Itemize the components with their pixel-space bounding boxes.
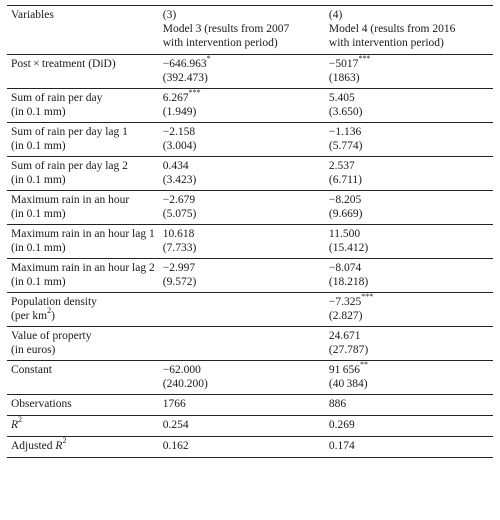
table-row <box>7 416 493 437</box>
variable-unit: (in 0.1 mm) <box>11 208 66 220</box>
model-3-value: 0.254 <box>162 419 189 431</box>
model-3-std-error: (3.423) <box>162 174 197 186</box>
model-3-cell <box>159 225 325 259</box>
header-model-3 <box>159 6 325 55</box>
variable-name: Post × treatment (DiD) <box>11 58 116 70</box>
model-4-std-error: (40 384) <box>328 378 368 390</box>
model-3-cell <box>159 416 325 437</box>
model-4-cell <box>325 89 493 123</box>
model-4-cell <box>325 293 493 327</box>
variable-unit: (in 0.1 mm) <box>11 276 66 288</box>
model-4-coefficient: 24.671 <box>328 330 361 342</box>
model-4-coefficient: 11.500 <box>328 228 361 240</box>
model-4-std-error: (18.218) <box>328 276 369 288</box>
header-variables-label: Variables <box>11 9 54 21</box>
model-4-std-error: (15.412) <box>328 242 369 254</box>
variable-unit: (in 0.1 mm) <box>11 174 66 186</box>
significance-stars: * <box>206 54 211 64</box>
variable-unit: (in 0.1 mm) <box>11 242 66 254</box>
table-row <box>7 191 493 225</box>
significance-stars: *** <box>361 292 374 302</box>
variable-name: Constant <box>11 364 52 376</box>
model-3-cell <box>159 259 325 293</box>
variable-name: Sum of rain per day lag 2 <box>11 160 128 172</box>
model-4-std-error: (2.827) <box>328 310 363 322</box>
header-model-4 <box>325 6 493 55</box>
regression-table-container <box>7 5 493 458</box>
model-3-cell <box>159 55 325 89</box>
model-4-cell <box>325 416 493 437</box>
header-model-4-subtitle: with intervention period) <box>328 37 444 49</box>
variable-cell <box>7 293 159 327</box>
table-row <box>7 55 493 89</box>
model-4-std-error: (9.669) <box>328 208 363 220</box>
model-3-cell <box>159 123 325 157</box>
header-model-4-title: Model 4 (results from 2016 <box>328 23 456 35</box>
model-4-coefficient: −7.325*** <box>328 292 374 308</box>
table-row <box>7 395 493 416</box>
model-4-value: 886 <box>328 398 347 410</box>
variable-name: $R^2$ <box>11 415 23 431</box>
variable-name: Maximum rain in an hour <box>11 194 130 206</box>
model-3-std-error: (3.004) <box>162 140 197 152</box>
model-3-coefficient: 0.434 <box>162 160 189 172</box>
model-3-value: 1766 <box>162 398 186 410</box>
variable-cell <box>7 191 159 225</box>
model-3-value: 0.162 <box>162 440 189 452</box>
model-3-std-error: (1.949) <box>162 106 197 118</box>
header-model-3-number: (3) <box>162 9 177 21</box>
model-3-cell <box>159 157 325 191</box>
model-3-coefficient: 10.618 <box>162 228 195 240</box>
header-model-4-number: (4) <box>328 9 343 21</box>
model-4-coefficient: 2.537 <box>328 160 355 172</box>
variable-name: Adjusted $R^2$ <box>11 436 67 452</box>
model-3-cell <box>159 89 325 123</box>
model-4-value: 0.269 <box>328 419 355 431</box>
model-4-cell <box>325 327 493 361</box>
table-row <box>7 225 493 259</box>
model-3-coefficient: −62.000 <box>162 364 201 376</box>
table-row <box>7 89 493 123</box>
table-row <box>7 123 493 157</box>
variable-name: Maximum rain in an hour lag 1 <box>11 228 155 240</box>
header-row <box>7 6 493 55</box>
model-4-cell <box>325 55 493 89</box>
model-4-coefficient: −1.136 <box>328 126 362 138</box>
model-4-std-error: (5.774) <box>328 140 363 152</box>
header-model-3-subtitle: with intervention period) <box>162 37 278 49</box>
model-3-std-error: (240.200) <box>162 378 208 390</box>
model-3-coefficient: −2.158 <box>162 126 196 138</box>
model-3-cell <box>159 361 325 395</box>
model-4-cell <box>325 191 493 225</box>
model-4-coefficient: −8.205 <box>328 194 362 206</box>
significance-stars: *** <box>188 88 201 98</box>
model-4-cell <box>325 157 493 191</box>
model-4-cell <box>325 395 493 416</box>
model-3-std-error: (7.733) <box>162 242 197 254</box>
variable-cell <box>7 395 159 416</box>
table-row <box>7 437 493 458</box>
model-4-coefficient: −8.074 <box>328 262 362 274</box>
model-3-std-error: (5.075) <box>162 208 197 220</box>
model-3-coefficient: −646.963* <box>162 54 211 70</box>
model-4-cell <box>325 259 493 293</box>
variable-cell <box>7 361 159 395</box>
model-4-cell <box>325 225 493 259</box>
variable-unit: (in 0.1 mm) <box>11 140 66 152</box>
model-4-coefficient: 91 656** <box>328 360 368 376</box>
variable-unit: (in euros) <box>11 344 56 356</box>
variable-cell <box>7 259 159 293</box>
table-row <box>7 259 493 293</box>
variable-name: Population density <box>11 296 97 308</box>
variable-unit: (per $km^2$) <box>11 306 55 322</box>
model-4-std-error: (27.787) <box>328 344 369 356</box>
model-4-cell <box>325 437 493 458</box>
variable-unit: (in 0.1 mm) <box>11 106 66 118</box>
model-4-coefficient: −5017*** <box>328 54 371 70</box>
model-3-coefficient: −2.679 <box>162 194 196 206</box>
model-4-std-error: (1863) <box>328 72 360 84</box>
model-3-cell <box>159 327 325 361</box>
variable-cell <box>7 327 159 361</box>
model-4-cell <box>325 361 493 395</box>
model-3-cell <box>159 293 325 327</box>
variable-cell <box>7 157 159 191</box>
variable-cell <box>7 55 159 89</box>
table-row <box>7 361 493 395</box>
model-3-coefficient: 6.267*** <box>162 88 201 104</box>
variable-cell <box>7 89 159 123</box>
model-4-std-error: (6.711) <box>328 174 362 186</box>
model-3-std-error: (392.473) <box>162 72 208 84</box>
significance-stars: ** <box>359 360 368 370</box>
variable-name: Value of property <box>11 330 92 342</box>
model-4-coefficient: 5.405 <box>328 92 355 104</box>
model-3-std-error: (9.572) <box>162 276 197 288</box>
variable-cell <box>7 437 159 458</box>
model-4-value: 0.174 <box>328 440 355 452</box>
table-row <box>7 293 493 327</box>
variable-cell <box>7 416 159 437</box>
variable-name: Maximum rain in an hour lag 2 <box>11 262 155 274</box>
table-row <box>7 327 493 361</box>
table-row <box>7 157 493 191</box>
variable-name: Observations <box>11 398 72 410</box>
variable-name: Sum of rain per day lag 1 <box>11 126 128 138</box>
model-3-coefficient: −2.997 <box>162 262 196 274</box>
header-variables <box>7 6 159 55</box>
variable-cell <box>7 225 159 259</box>
model-3-cell <box>159 191 325 225</box>
significance-stars: *** <box>358 54 371 64</box>
model-4-std-error: (3.650) <box>328 106 363 118</box>
model-4-cell <box>325 123 493 157</box>
variable-cell <box>7 123 159 157</box>
header-model-3-title: Model 3 (results from 2007 <box>162 23 290 35</box>
regression-table <box>7 5 493 458</box>
model-3-cell <box>159 395 325 416</box>
variable-name: Sum of rain per day <box>11 92 103 104</box>
model-3-cell <box>159 437 325 458</box>
